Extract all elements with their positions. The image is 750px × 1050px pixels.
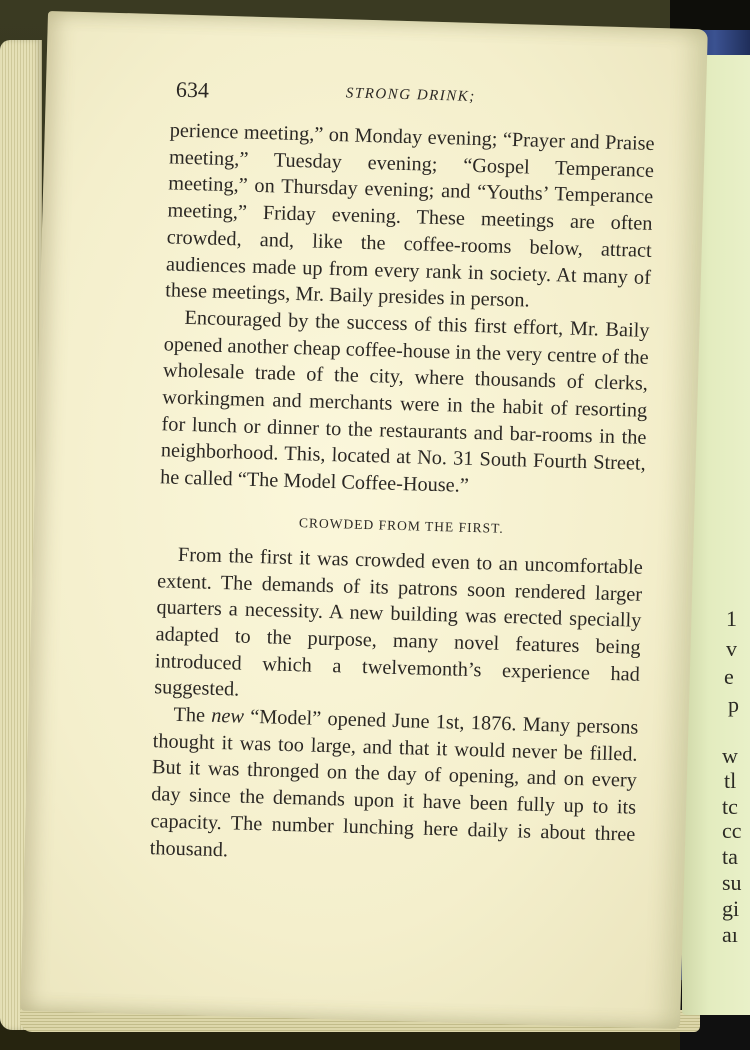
paragraph: [149, 701, 638, 875]
facing-fragment: tc: [722, 794, 738, 819]
page-number: 634: [175, 76, 210, 103]
paragraph-text: “Model” opened June 1st, 1876. Many persons thought it was too large, and that it would never be filled. But it was thronged on the day of opening, and on every day since the demands upon it have been fully up to its capacity. The number lunching here daily is about three thousand.: [149, 705, 639, 861]
paragraph: perience meeting,” on Monday evening; “Prayer and Praise meeting,” Tuesday evening; “Gospel Temperance meeting,” on Thursday evening; and “Youths’ Temperance meeting,” Friday evening. These meetings are often crowded, and, like the coffee-rooms below, attract audiences made up from every rank in society. At many of these meetings, Mr. Baily presides in person.: [165, 119, 655, 312]
facing-fragment: ta: [722, 844, 738, 869]
paragraph: Encouraged by the success of this first effort, Mr. Baily opened another cheap coffee-house in the very centre of the wholesale trade of the city, where thousands of clerks, workingmen and merchants were in the habit of resorting for lunch or dinner to the restaurants and bar-rooms in the neighborhood. This, located at No. 31 South Fourth Street, he called “The Model Coffee-House.”: [159, 306, 650, 498]
page-body: [149, 117, 655, 875]
facing-fragment: tl: [724, 768, 737, 793]
facing-fragment: gi: [722, 896, 740, 921]
paragraph: From the first it was crowded even to an uncomfortable extent. The demands of its patrons soon rendered larger quarters a necessity. A new building was erected specially adapted to the purpose, many novel features being introduced which a twelvemonth’s experience had suggested.: [153, 543, 644, 701]
facing-fragment: cc: [722, 818, 742, 843]
facing-fragment: p: [728, 692, 739, 717]
section-heading: CROWDED FROM THE FIRST.: [298, 515, 504, 536]
running-title: STRONG DRINK;: [345, 85, 477, 105]
paragraph-text: The: [173, 703, 212, 727]
facing-fragment: e: [724, 664, 734, 689]
facing-fragment: v: [726, 636, 737, 661]
facing-fragment: aı: [722, 922, 738, 947]
page-header: [175, 77, 676, 121]
book-page: [20, 11, 708, 1029]
italic-word: new: [211, 704, 245, 728]
facing-fragment: 1: [726, 606, 737, 631]
facing-fragment: w: [722, 743, 738, 768]
facing-fragment: su: [722, 870, 742, 895]
